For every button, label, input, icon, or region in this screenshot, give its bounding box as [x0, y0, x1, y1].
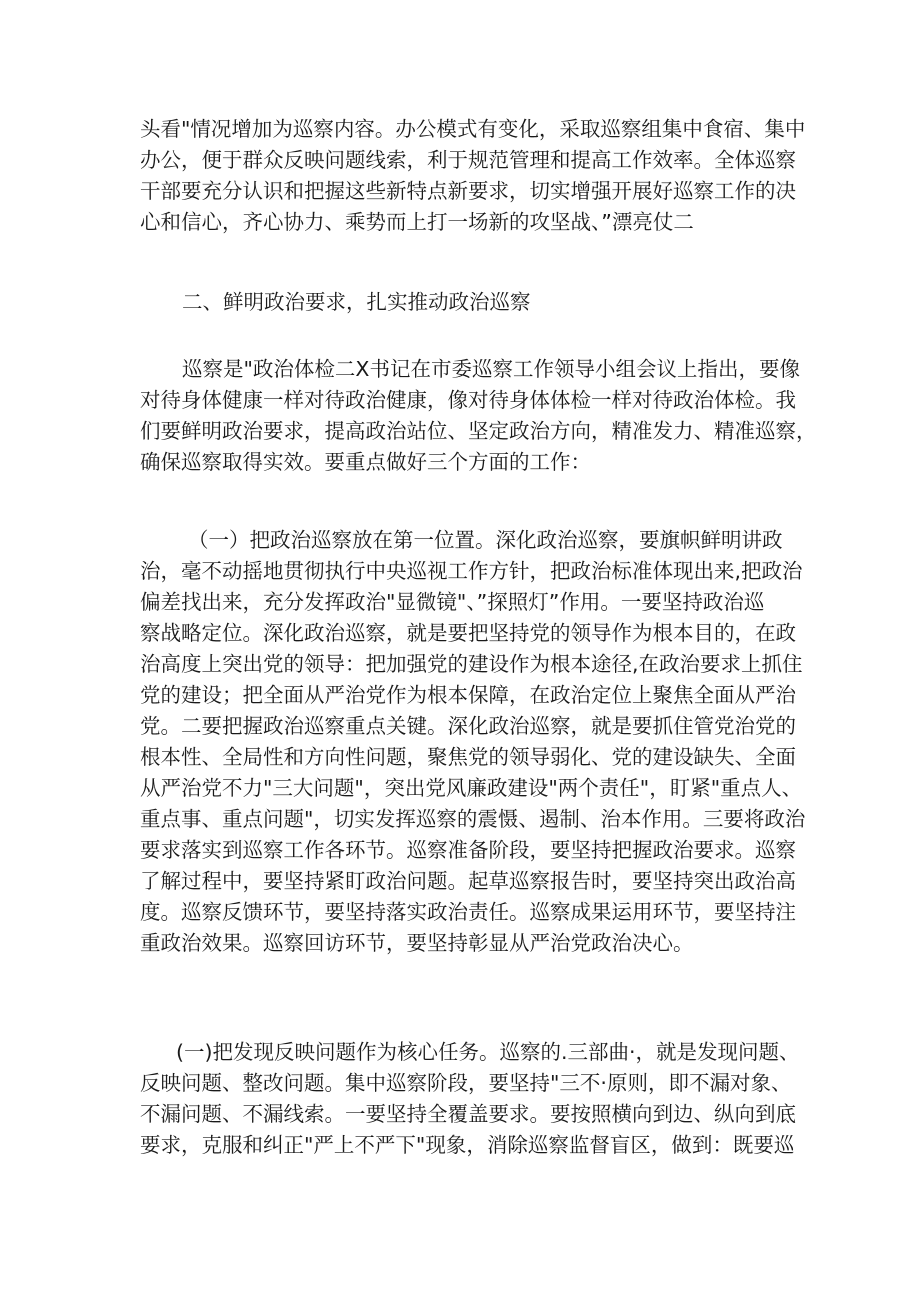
- text-line: 要求落实到巡察工作各环节。巡察准备阶段，要坚持把握政治要求。巡察: [140, 838, 796, 862]
- text-line: 重点事、重点问题"，切实发挥巡察的震慑、遏制、治本作用。三要将政治: [140, 807, 806, 831]
- text-line: 党。二要把握政治巡察重点关键。深化政治巡察，就是要抓住管党治党的: [140, 714, 796, 738]
- paragraph-political-inspection: [140, 354, 817, 478]
- section-heading-2: 二、鲜明政治要求，扎实推动政治巡察: [182, 290, 531, 314]
- paragraph-item-2: [140, 1037, 800, 1161]
- text-line: 要求，克服和纠正"严上不严下"现象，消除巡察监督盲区，做到：既要巡: [140, 1133, 795, 1157]
- text-line: 治高度上突出党的领导：把加强党的建设作为根本途径,在政治要求上抓住: [140, 652, 803, 676]
- text-line: (一)把发现反映问题作为核心任务。巡察的.三部曲·，就是发现问题、: [176, 1040, 800, 1064]
- text-line: 了解过程中，要坚持紧盯政治问题。起草巡察报告时，要坚持突出政治高: [140, 869, 796, 893]
- text-line: 确保巡察取得实效。要重点做好三个方面的工作：: [140, 450, 591, 474]
- paragraph-intro-continuation: [140, 114, 806, 238]
- text-line: 办公，便于群众反映问题线索，利于规范管理和提高工作效率。全体巡察: [140, 148, 796, 172]
- text-line: 根本性、全局性和方向性问题，聚焦党的领导弱化、党的建设缺失、全面: [140, 745, 796, 769]
- text-line: （一）把政治巡察放在第一位置。深化政治巡察，要旗帜鲜明讲政: [188, 528, 783, 552]
- text-line: 巡察是"政治体检二X书记在市委巡察工作领导小组会议上指出，要像: [182, 357, 800, 381]
- text-line: 对待身体健康一样对待政治健康，像对待身体体检一样对待政治体检。我: [140, 388, 796, 412]
- text-line: 头看"情况增加为巡察内容。办公模式有变化，采取巡察组集中食宿、集中: [140, 117, 806, 141]
- paragraph-item-1: [140, 525, 806, 959]
- text-line: 干部要充分认识和把握这些新特点新要求，切实增强开展好巡察工作的决: [140, 179, 796, 203]
- text-line: 们要鲜明政治要求，提高政治站位、坚定政治方向，精准发力、精准巡察，: [140, 419, 817, 443]
- text-line: 治，毫不动摇地贯彻执行中央巡视工作方针，把政治标准体现出来,把政治: [140, 559, 803, 583]
- text-line: 党的建设；把全面从严治党作为根本保障，在政治定位上聚焦全面从严治: [140, 683, 796, 707]
- text-line: 从严治党不力"三大问题"，突出党风廉政建设"两个责任"，盯紧"重点人、: [140, 776, 803, 800]
- text-line: 察战略定位。深化政治巡察，就是要把坚持党的领导作为根本目的，在政: [140, 621, 796, 645]
- text-line: 心和信心，齐心协力、乘势而上打一场新的攻坚战、”漂亮仗二: [140, 210, 694, 234]
- text-line: 重政治效果。巡察回访环节，要坚持彰显从严治党政治决心。: [140, 931, 694, 955]
- text-line: 反映问题、整改问题。集中巡察阶段，要坚持"三不·原则，即不漏对象、: [140, 1071, 792, 1095]
- text-line: 度。巡察反馈环节，要坚持落实政治责任。巡察成果运用环节，要坚持注: [140, 900, 796, 924]
- text-line: 不漏问题、不漏线索。一要坚持全覆盖要求。要按照横向到边、纵向到底: [140, 1102, 796, 1126]
- text-line: 偏差找出来，充分发挥政治"显微镜"、”探照灯”作用。一要坚持政治巡: [140, 590, 765, 614]
